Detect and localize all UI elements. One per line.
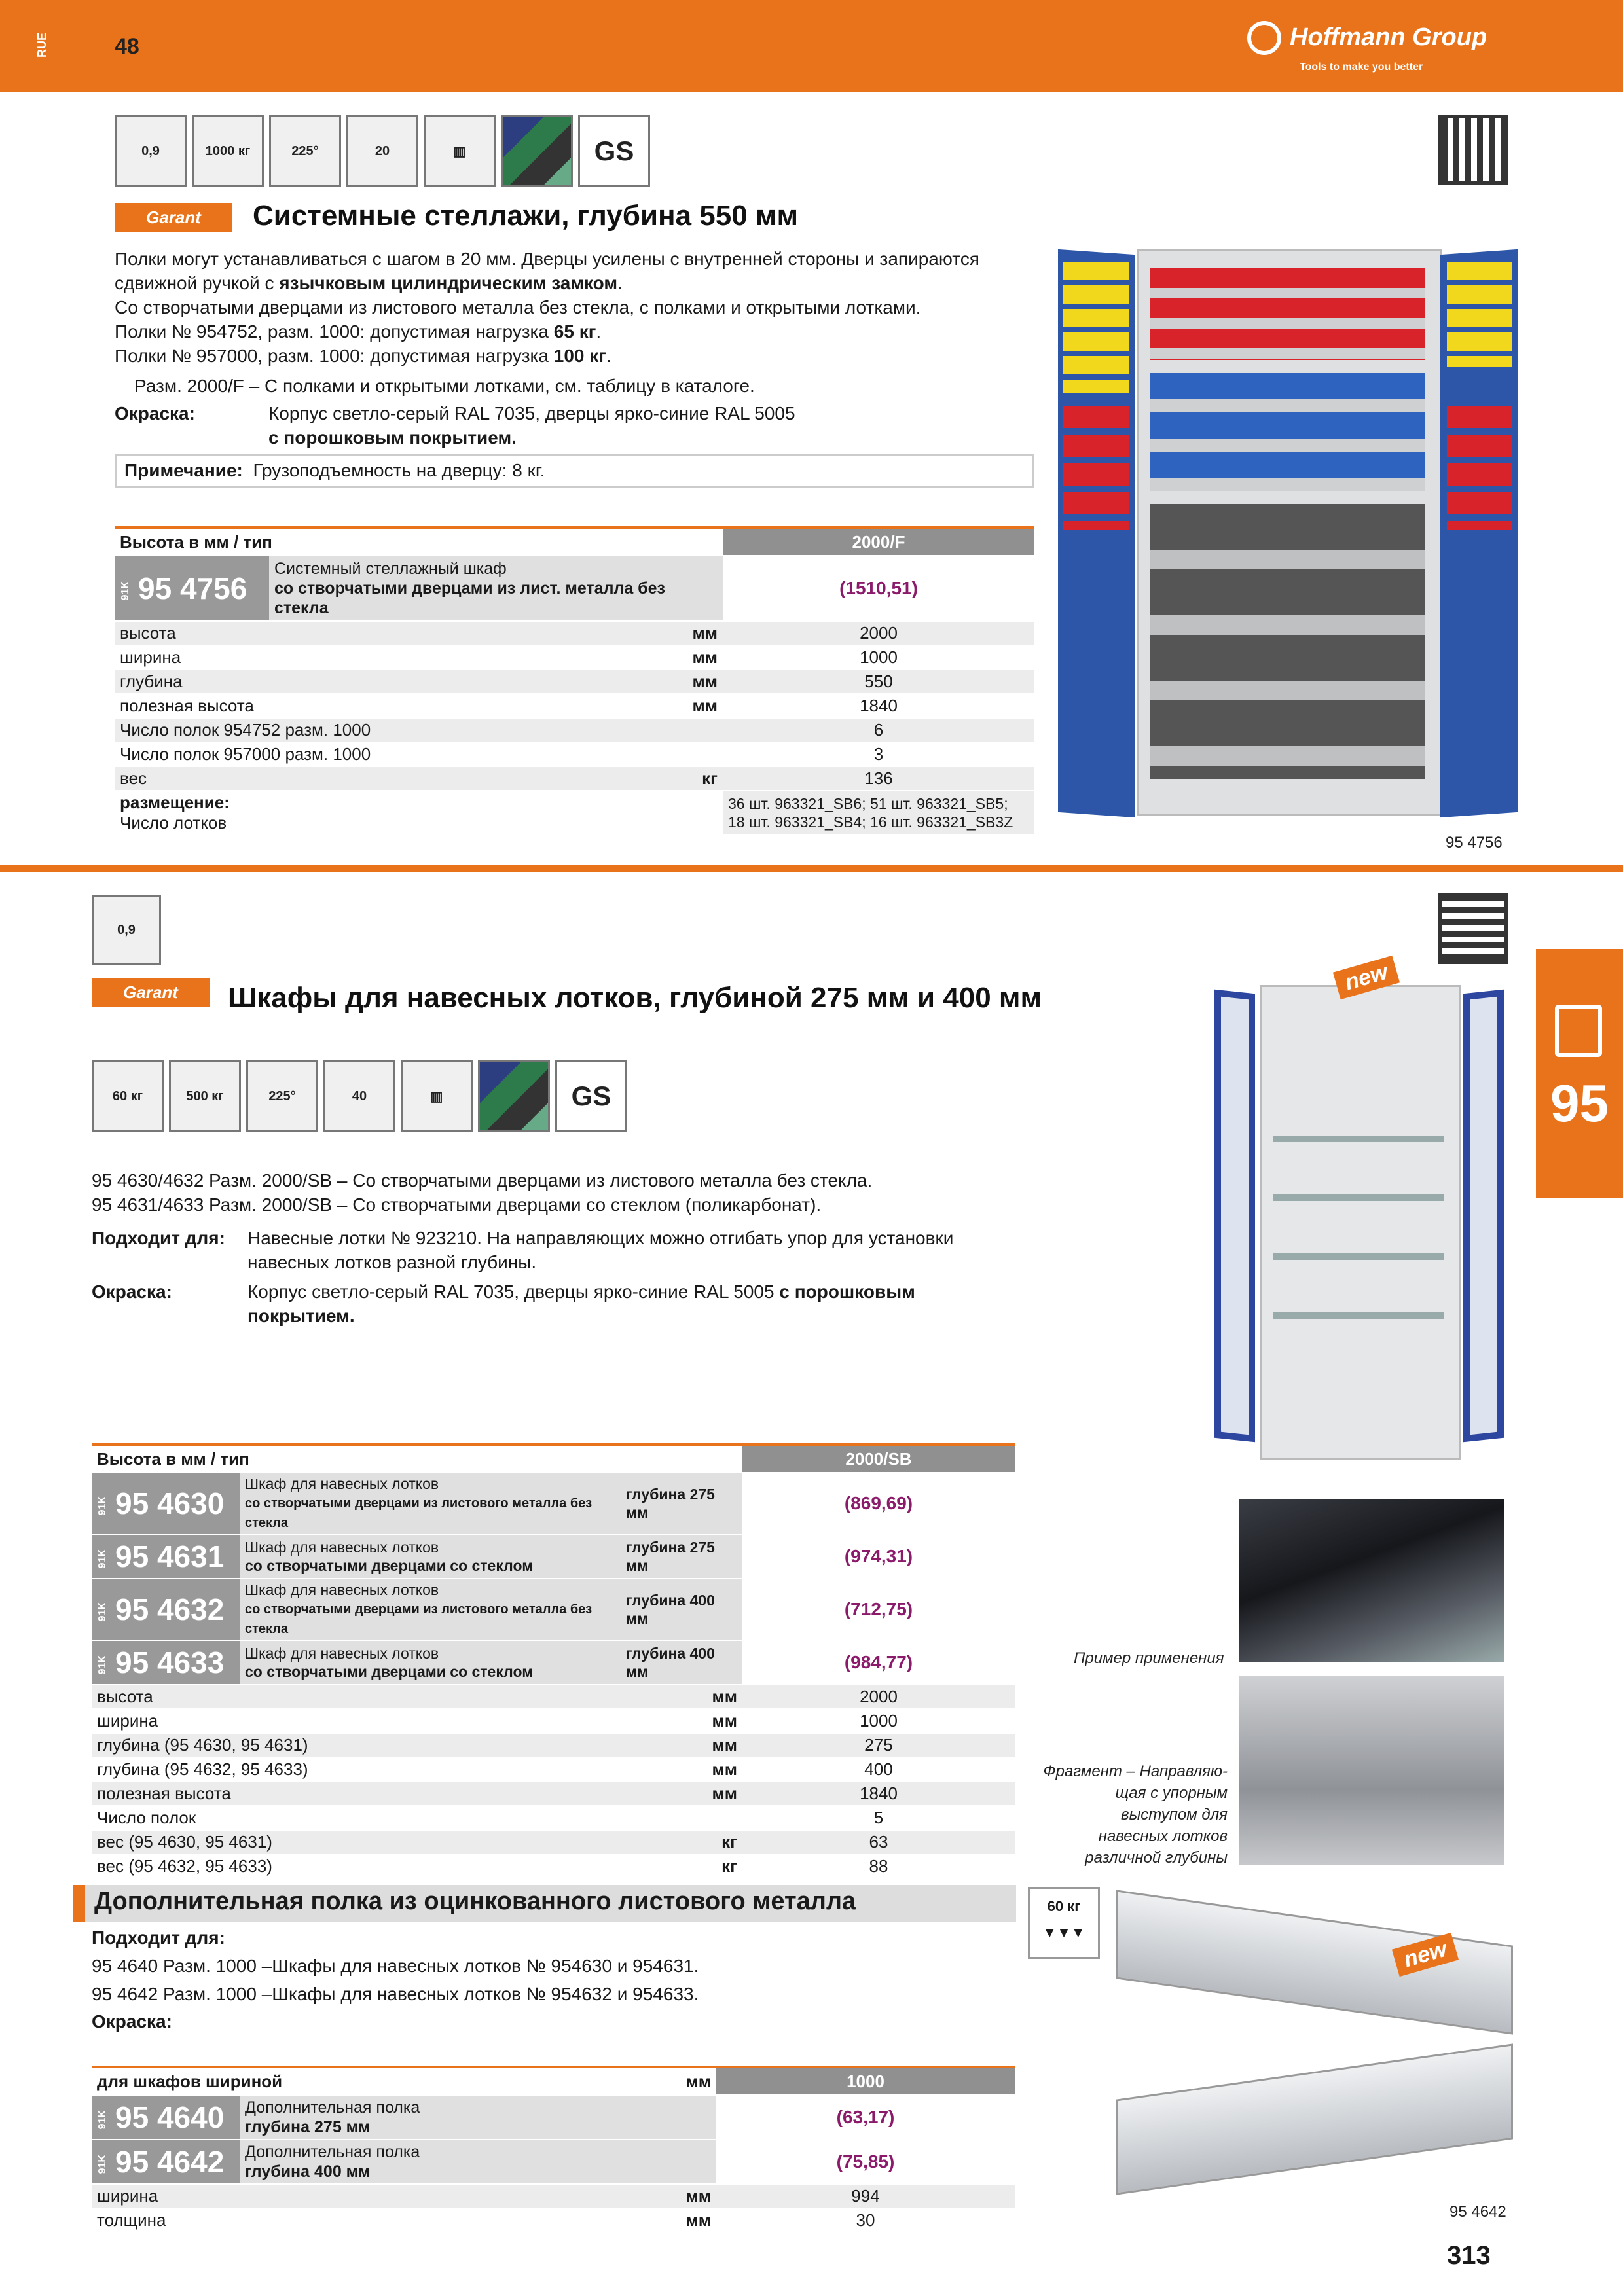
table-row: полезная высота мм 1840 — [92, 1782, 1015, 1806]
shelf-image-954642 — [1116, 2043, 1513, 2195]
garant-logo: Garant — [92, 978, 210, 1007]
load-slope-icon: 0,9 — [115, 115, 187, 187]
paint-label: Окраска: — [92, 1282, 172, 1302]
catalog-page-number: 48 — [115, 34, 139, 59]
fits-label: Подходит для: — [92, 1928, 225, 1948]
note-box: Примечание: Грузоподъемность на дверцу: 8 кг. — [115, 454, 1034, 488]
shelf-pitch-icon: 40 — [323, 1060, 395, 1132]
new-badge: new — [1392, 1933, 1459, 1977]
qr-code-icon[interactable] — [1438, 893, 1508, 964]
article-price: (1510,51) — [723, 556, 1034, 621]
table-row: Число полок 5 — [92, 1806, 1015, 1830]
article-row: 91K 95 4640 Дополнительная полка глубина 275 мм (63,17) — [92, 2095, 1015, 2140]
table-row: полезная высота мм 1840 — [115, 694, 1034, 718]
feature-icons-row — [115, 115, 650, 187]
article-row: 91K 95 4642 Дополнительная полка глубина 400 мм (75,85) — [92, 2140, 1015, 2184]
fits-label: Подходит для: — [92, 1228, 225, 1248]
qr-code-icon[interactable] — [1438, 115, 1508, 185]
section-title: Шкафы для навесных лотков, глубиной 275 мм и 400 мм — [228, 982, 1042, 1014]
table-row: вес кг 136 — [115, 766, 1034, 791]
spec-table-954756 — [115, 526, 1034, 836]
article-number[interactable]: 91K 95 4640 — [92, 2095, 240, 2140]
shelf-load-icon: 60 кг — [92, 1060, 164, 1132]
guide-fragment-image — [1239, 1676, 1504, 1865]
gs-mark-icon: GS — [578, 115, 650, 187]
application-example-image — [1239, 1499, 1504, 1662]
table-row: глубина (95 4632, 95 4633) мм 400 — [92, 1757, 1015, 1782]
table-row: ширина мм 1000 — [92, 1709, 1015, 1733]
article-description: Системный стеллажный шкаф со створчатыми дверцами из лист. металла без стекла — [269, 556, 723, 621]
subsection-title: Дополнительная полка из оцинкованного листового металла — [73, 1885, 1016, 1922]
article-row: 91K 95 4630 Шкаф для навесных лотков со створчатыми дверцами из листового металла без стекла глубина 275 мм (869,69) — [92, 1473, 1015, 1534]
feature-icons-row — [92, 1060, 627, 1132]
door-angle-icon: 225° — [246, 1060, 318, 1132]
new-badge: new — [1333, 956, 1400, 999]
brand-name: Hoffmann Group — [1290, 24, 1487, 51]
section-title: Системные стеллажи, глубина 550 мм — [253, 200, 798, 232]
cabinet-image-954756 — [1058, 242, 1518, 818]
fits-line-1: 95 4640 Разм. 1000 –Шкафы для навесных лотков № 954630 и 954631. — [92, 1956, 699, 1976]
article-number[interactable]: 91K 95 4630 — [92, 1473, 240, 1534]
fits-text: Навесные лотки № 923210. На направляющих можно отгибать упор для установки навесных лотков разной глубины. — [247, 1228, 954, 1272]
table-head-type: 2000/F — [723, 528, 1034, 556]
cabinet-image-954630 — [1214, 985, 1509, 1456]
article-number[interactable]: 91K 95 4633 — [92, 1640, 240, 1685]
chapter-number: 95 — [1550, 1074, 1609, 1132]
table-head-label: Высота в мм / тип — [115, 528, 723, 556]
article-row: 91K 95 4631 Шкаф для навесных лотков со створчатыми дверцами со стеклом глубина 275 мм (974,31) — [92, 1534, 1015, 1579]
load-slope-icon: 0,9 — [92, 895, 161, 965]
article-row: 91K 95 4633 Шкаф для навесных лотков со створчатыми дверцами со стеклом глубина 400 мм (984,77) — [92, 1640, 1015, 1685]
door-angle-icon: 225° — [269, 115, 341, 187]
table-row: высота мм 2000 — [92, 1685, 1015, 1709]
table-row: вес (95 4632, 95 4633) кг 88 — [92, 1854, 1015, 1878]
table-row: Число полок 957000 разм. 1000 3 — [115, 742, 1034, 766]
garant-logo: Garant — [115, 203, 232, 232]
table-row: Число полок 954752 разм. 1000 6 — [115, 718, 1034, 742]
fits-line-2: 95 4642 Разм. 1000 –Шкафы для навесных лотков № 954632 и 954633. — [92, 1984, 699, 2004]
fragment-caption: Фрагмент – Направляю- щая с упорным выступом для навесных лотков различной глубины — [1043, 1763, 1228, 1867]
hoffmann-logo-icon — [1247, 21, 1281, 55]
color-swatch-icon — [501, 115, 573, 187]
article-number[interactable]: 91K 95 4756 — [115, 556, 269, 621]
load-capacity-icon: 1000 кг — [192, 115, 264, 187]
tray-icon: ▥ — [401, 1060, 473, 1132]
paint-text: Корпус светло-серый RAL 7035, дверцы ярко-синие RAL 5005 с порошковым покрытием. — [247, 1282, 915, 1326]
table-row: ширина мм 994 — [92, 2184, 1015, 2208]
language-code: RUE — [35, 33, 48, 58]
gs-mark-icon: GS — [555, 1060, 627, 1132]
product-description: Полки могут устанавливаться с шагом в 20 мм. Дверцы усилены с внутренней стороны и запираются сдвижной ручкой с язычковым цилиндрическим замком. Со створчатыми дверцами из листового металла без стекла, с полками и открытыми лотками. Полки № 954752, разм. 1000: допустимая нагрузка 65 кг. Полки № 957000, разм. 1000: допустимая нагрузка 100 кг. — [115, 249, 979, 366]
table-row: вес (95 4630, 95 4631) кг 63 — [92, 1830, 1015, 1854]
size-line: Разм. 2000/F – С полками и открытыми лотками, см. таблицу в каталоге. — [134, 376, 755, 396]
page-number: 313 — [1447, 2241, 1491, 2270]
table-row: ширина мм 1000 — [115, 645, 1034, 670]
spec-table-954640: для шкафов шириной мм 1000 91K 95 4640 Дополнительная полка глубина 275 мм (63,17) 91K 95 4642 Дополнительная полка глубина 400 мм (75,85) ширина мм 994 толщина мм 30 — [92, 2066, 1015, 2233]
color-swatch-icon — [478, 1060, 550, 1132]
cabinet-icon — [1555, 1005, 1602, 1057]
shelf-pitch-icon: 20 — [346, 115, 418, 187]
paint-label: Окраска: — [115, 403, 195, 423]
article-row: 91K 95 4632 Шкаф для навесных лотков со створчатыми дверцами из листового металла без стекла глубина 400 мм (712,75) — [92, 1579, 1015, 1640]
paint-text: Корпус светло-серый RAL 7035, дверцы ярко-синие RAL 5005 с порошковым покрытием. — [268, 403, 795, 448]
shelf-image-954640 — [1116, 1890, 1513, 2034]
product-lines: 95 4630/4632 Разм. 2000/SB – Со створчатыми дверцами из листового металла без стекла. 95 4631/4633 Разм. 2000/SB – Со створчатыми дверцами со стеклом (поликарбонат). — [92, 1170, 873, 1215]
tray-icon: ▥ — [424, 115, 496, 187]
article-number[interactable]: 91K 95 4632 — [92, 1579, 240, 1640]
article-number[interactable]: 91K 95 4642 — [92, 2140, 240, 2184]
paint-label: Окраска: — [92, 2011, 172, 2032]
article-number[interactable]: 91K 95 4631 — [92, 1534, 240, 1579]
table-row: размещение: Число лотков 36 шт. 963321_SB6; 51 шт. 963321_SB5; 18 шт. 963321_SB4; 16 шт. 963321_SB3Z — [115, 791, 1034, 835]
brand-tagline: Tools to make you better — [1300, 62, 1423, 73]
load-capacity-icon: 500 кг — [169, 1060, 241, 1132]
shelf-load-icon: 60 кг ▼▼▼ — [1028, 1887, 1100, 1959]
table-row: глубина мм 550 — [115, 670, 1034, 694]
section-divider — [0, 865, 1623, 872]
spec-table-954630: Высота в мм / тип 2000/SB 91K 95 4630 Шкаф для навесных лотков со створчатыми дверцами из листового металла без стекла глубина 275 мм (869,69) 91K 95 4631 Шкаф для навесных лотков со створчатыми дверцами со стеклом глубина 275 мм (974,31) 91K 95 4632 Шкаф для навесных лотков со створчатыми дверцами из листового металла без стекла глубина 400 мм (712,75) 91K 95 4633 Шкаф для навесных лотков со створчатыми дверцами со стеклом глубина 400 мм (984,77) высота мм 2000 ширина мм 1000 глубина (95 4630, 95 4631) мм 275 глубина (95 4632, 95 4633) мм 400 полезная высота мм 1840 Число полок 5 вес (95 4630, 95 4631) кг 63 вес (95 4632, 95 4633) кг 88 — [92, 1443, 1015, 1879]
image-caption: 95 4642 — [1450, 2203, 1506, 2221]
table-row: толщина мм 30 — [92, 2208, 1015, 2233]
image-caption: 95 4756 — [1446, 834, 1503, 852]
table-row: глубина (95 4630, 95 4631) мм 275 — [92, 1733, 1015, 1757]
example-caption: Пример применения — [1074, 1649, 1224, 1667]
table-row: высота мм 2000 — [115, 621, 1034, 645]
